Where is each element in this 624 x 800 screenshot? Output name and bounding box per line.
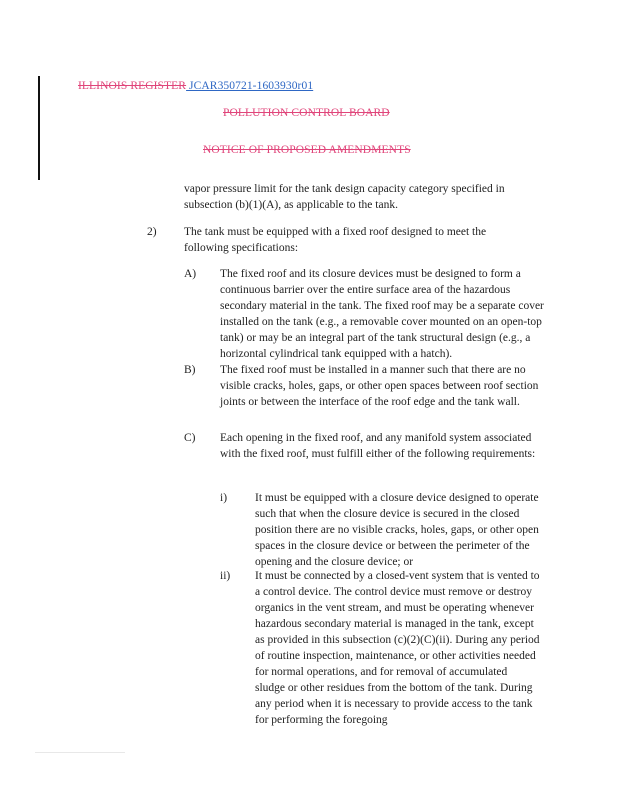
item-c-text: Each opening in the fixed roof, and any manifold system associated with the fixed roof, must fulfill either of the following requirements: [220,432,536,460]
continuation-paragraph: vapor pressure limit for the tank design capacity category specified in subsection (b)(1)(A), as applicable to the tank. [184,183,505,211]
item-a-label: A) [184,268,197,280]
item-b-text: The fixed roof must be installed in a manner such that there are no visible cracks, holes, gaps, or other open spaces between roof section joints or between the interface of the roof edge and the tank wall. [220,364,539,408]
register-header [78,80,313,92]
item-ii-text: It must be connected by a closed-vent system that is vented to a control device. The control device must remove or destroy organics in the vent stream, and must be operating whenever hazardous secondary material is managed in the tank, except as provided in this subsection (c)(2)(C)(ii). During any period of routine inspection, maintenance, or other activities needed for normal operations, and for removal of accumulated sludge or other residues from the bottom of the tank. During any period when it is necessary to provide access to the tank for performing the foregoing [255,570,540,726]
item-ii-label: ii) [220,570,231,582]
item-2-label: 2) [147,226,157,238]
register-inserted-text: JCAR350721-1603930r01 [186,80,314,92]
notice-header: NOTICE OF PROPOSED AMENDMENTS [203,144,411,156]
register-struck-text: ILLINOIS REGISTER [78,80,187,92]
change-bar [38,76,40,180]
item-a-text: The fixed roof and its closure devices must be designed to form a continuous barrier over the entire surface area of the hazardous secondary material in the tank. The fixed roof may be a separate cover installed on the tank (e.g., a removable cover mounted on an open-top tank) or may be an integral part of the tank structural design (e.g., a horizontal cylindrical tank equipped with a hatch). [220,268,544,360]
item-b-label: B) [184,364,196,376]
faint-footer-line [35,752,125,753]
item-c-label: C) [184,432,196,444]
item-i-label: i) [220,492,228,504]
item-i-text: It must be equipped with a closure device designed to operate such that when the closure device is secured in the closed position there are no visible cracks, holes, gaps, or other open spaces in the closure device or between the perimeter of the opening and the closure device; or [255,492,539,568]
board-header: POLLUTION CONTROL BOARD [223,107,390,119]
item-2-text: The tank must be equipped with a fixed roof designed to meet the following specifications: [184,226,487,254]
